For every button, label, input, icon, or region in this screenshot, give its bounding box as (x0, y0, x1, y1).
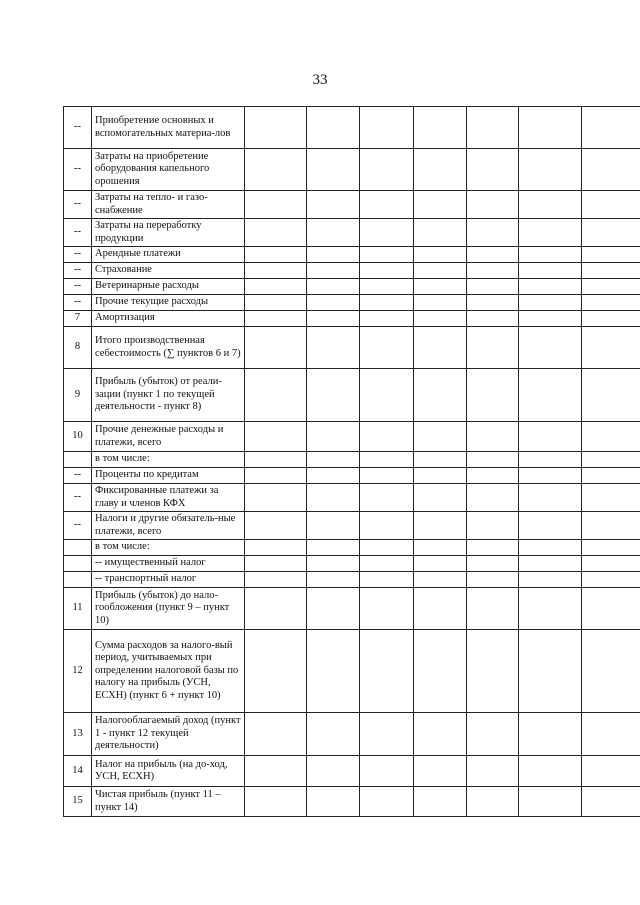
value-cell (307, 468, 360, 484)
row-number: -- (64, 468, 92, 484)
table-row (64, 295, 640, 311)
value-cell (519, 279, 582, 295)
value-cell (582, 422, 640, 452)
value-cell (414, 279, 467, 295)
value-cell (519, 452, 582, 468)
row-number: 11 (64, 588, 92, 630)
value-cell (245, 540, 307, 556)
value-cell (519, 572, 582, 588)
row-label: Прибыль (убыток) от реали-зации (пункт 1 по текущей деятельности - пункт 8) (92, 369, 245, 422)
row-number: -- (64, 219, 92, 247)
value-cell (360, 556, 414, 572)
value-cell (414, 295, 467, 311)
value-cell (519, 263, 582, 279)
value-cell (307, 107, 360, 149)
value-cell (519, 191, 582, 219)
value-cell (360, 191, 414, 219)
value-cell (519, 540, 582, 556)
value-cell (414, 540, 467, 556)
value-cell (245, 247, 307, 263)
row-label: Фиксированные платежи за главу и членов КФХ (92, 484, 245, 512)
row-number: -- (64, 191, 92, 219)
value-cell (519, 107, 582, 149)
value-cell (360, 422, 414, 452)
row-label: Страхование (92, 263, 245, 279)
value-cell (582, 556, 640, 572)
value-cell (307, 422, 360, 452)
value-cell (414, 422, 467, 452)
value-cell (582, 149, 640, 191)
table-row (64, 149, 640, 191)
value-cell (307, 512, 360, 540)
value-cell (414, 556, 467, 572)
row-label: Налог на прибыль (на до-ход, УСН, ЕСХН) (92, 756, 245, 787)
value-cell (307, 295, 360, 311)
value-cell (245, 369, 307, 422)
row-label: Затраты на приобретение оборудования капельного орошения (92, 149, 245, 191)
value-cell (467, 540, 519, 556)
value-cell (360, 263, 414, 279)
value-cell (360, 512, 414, 540)
value-cell (414, 191, 467, 219)
value-cell (245, 512, 307, 540)
table-row (64, 484, 640, 512)
value-cell (467, 588, 519, 630)
value-cell (360, 713, 414, 756)
value-cell (582, 452, 640, 468)
row-label: Налоги и другие обязатель-ные платежи, всего (92, 512, 245, 540)
value-cell (519, 756, 582, 787)
table-row (64, 468, 640, 484)
row-label: Амортизация (92, 311, 245, 327)
row-label: Чистая прибыль (пункт 11 – пункт 14) (92, 787, 245, 817)
value-cell (519, 422, 582, 452)
value-cell (360, 630, 414, 713)
value-cell (360, 468, 414, 484)
value-cell (467, 191, 519, 219)
value-cell (582, 540, 640, 556)
value-cell (414, 327, 467, 369)
value-cell (307, 588, 360, 630)
value-cell (245, 263, 307, 279)
value-cell (414, 484, 467, 512)
row-label: Прочие текущие расходы (92, 295, 245, 311)
value-cell (307, 540, 360, 556)
table-row (64, 756, 640, 787)
row-number: -- (64, 295, 92, 311)
table-row (64, 191, 640, 219)
value-cell (360, 327, 414, 369)
value-cell (467, 247, 519, 263)
value-cell (519, 369, 582, 422)
value-cell (360, 219, 414, 247)
value-cell (414, 247, 467, 263)
value-cell (467, 713, 519, 756)
value-cell (467, 107, 519, 149)
row-number: -- (64, 107, 92, 149)
value-cell (360, 369, 414, 422)
row-number (64, 572, 92, 588)
row-number: 12 (64, 630, 92, 713)
row-label: Ветеринарные расходы (92, 279, 245, 295)
row-number (64, 556, 92, 572)
table-row (64, 311, 640, 327)
row-number: 15 (64, 787, 92, 817)
value-cell (245, 191, 307, 219)
row-label: Прибыль (убыток) до нало-гообложения (пункт 9 – пункт 10) (92, 588, 245, 630)
value-cell (245, 556, 307, 572)
value-cell (245, 787, 307, 817)
value-cell (414, 452, 467, 468)
value-cell (360, 295, 414, 311)
value-cell (307, 191, 360, 219)
value-cell (414, 263, 467, 279)
value-cell (582, 756, 640, 787)
row-number: 7 (64, 311, 92, 327)
value-cell (582, 369, 640, 422)
value-cell (519, 713, 582, 756)
table-row (64, 512, 640, 540)
table-row (64, 422, 640, 452)
value-cell (414, 787, 467, 817)
value-cell (467, 556, 519, 572)
value-cell (582, 327, 640, 369)
value-cell (467, 787, 519, 817)
value-cell (414, 369, 467, 422)
value-cell (307, 369, 360, 422)
value-cell (360, 452, 414, 468)
row-label: Арендные платежи (92, 247, 245, 263)
value-cell (245, 713, 307, 756)
value-cell (582, 247, 640, 263)
row-label: Итого производственная себестоимость (∑ пунктов 6 и 7) (92, 327, 245, 369)
value-cell (360, 311, 414, 327)
value-cell (519, 468, 582, 484)
value-cell (519, 512, 582, 540)
value-cell (467, 468, 519, 484)
table-row (64, 327, 640, 369)
row-label: -- транспортный налог (92, 572, 245, 588)
value-cell (307, 630, 360, 713)
table-row (64, 107, 640, 149)
row-number: -- (64, 279, 92, 295)
value-cell (307, 572, 360, 588)
value-cell (307, 327, 360, 369)
value-cell (360, 107, 414, 149)
row-number: 13 (64, 713, 92, 756)
row-label: в том числе: (92, 452, 245, 468)
table-row (64, 263, 640, 279)
value-cell (467, 279, 519, 295)
row-number: 10 (64, 422, 92, 452)
row-label: в том числе: (92, 540, 245, 556)
table-row (64, 369, 640, 422)
value-cell (582, 588, 640, 630)
value-cell (414, 107, 467, 149)
value-cell (307, 311, 360, 327)
value-cell (360, 756, 414, 787)
value-cell (360, 588, 414, 630)
value-cell (360, 572, 414, 588)
value-cell (582, 191, 640, 219)
value-cell (467, 630, 519, 713)
value-cell (582, 311, 640, 327)
table-row (64, 787, 640, 817)
value-cell (360, 484, 414, 512)
value-cell (519, 588, 582, 630)
table-row (64, 556, 640, 572)
value-cell (360, 149, 414, 191)
table-row (64, 540, 640, 556)
table-row (64, 279, 640, 295)
row-number: 14 (64, 756, 92, 787)
row-number (64, 452, 92, 468)
table-row (64, 572, 640, 588)
row-label: Налогооблагаемый доход (пункт 1 - пункт 12 текущей деятельности) (92, 713, 245, 756)
value-cell (467, 422, 519, 452)
value-cell (467, 219, 519, 247)
table-row (64, 588, 640, 630)
value-cell (519, 484, 582, 512)
value-cell (519, 219, 582, 247)
value-cell (307, 756, 360, 787)
value-cell (414, 588, 467, 630)
value-cell (519, 311, 582, 327)
value-cell (307, 279, 360, 295)
row-number: -- (64, 247, 92, 263)
value-cell (414, 630, 467, 713)
row-label: Сумма расходов за налого-вый период, учитываемых при определении налоговой базы по налогу на прибыль (УСН, ЕСХН) (пункт 6 + пункт 10) (92, 630, 245, 713)
value-cell (519, 556, 582, 572)
value-cell (245, 327, 307, 369)
value-cell (467, 327, 519, 369)
value-cell (467, 572, 519, 588)
value-cell (307, 713, 360, 756)
value-cell (414, 756, 467, 787)
row-number: -- (64, 149, 92, 191)
row-number: -- (64, 484, 92, 512)
value-cell (582, 484, 640, 512)
row-label: Проценты по кредитам (92, 468, 245, 484)
value-cell (582, 279, 640, 295)
row-label: Затраты на тепло- и газо-снабжение (92, 191, 245, 219)
value-cell (414, 713, 467, 756)
value-cell (360, 279, 414, 295)
value-cell (582, 630, 640, 713)
value-cell (519, 630, 582, 713)
value-cell (467, 756, 519, 787)
table-row (64, 452, 640, 468)
row-label: -- имущественный налог (92, 556, 245, 572)
value-cell (245, 756, 307, 787)
value-cell (245, 572, 307, 588)
value-cell (582, 219, 640, 247)
value-cell (582, 263, 640, 279)
value-cell (467, 149, 519, 191)
value-cell (467, 263, 519, 279)
value-cell (245, 279, 307, 295)
value-cell (307, 219, 360, 247)
value-cell (414, 149, 467, 191)
value-cell (245, 219, 307, 247)
value-cell (519, 787, 582, 817)
value-cell (582, 295, 640, 311)
value-cell (245, 311, 307, 327)
table-row (64, 219, 640, 247)
table-row (64, 713, 640, 756)
value-cell (519, 295, 582, 311)
row-number: -- (64, 263, 92, 279)
value-cell (414, 311, 467, 327)
value-cell (467, 484, 519, 512)
value-cell (467, 512, 519, 540)
value-cell (245, 630, 307, 713)
value-cell (245, 149, 307, 191)
value-cell (307, 556, 360, 572)
value-cell (245, 588, 307, 630)
financial-report-table (63, 106, 640, 817)
value-cell (307, 263, 360, 279)
row-number: 8 (64, 327, 92, 369)
row-label: Прочие денежные расходы и платежи, всего (92, 422, 245, 452)
value-cell (245, 484, 307, 512)
value-cell (307, 452, 360, 468)
value-cell (582, 512, 640, 540)
value-cell (360, 787, 414, 817)
value-cell (245, 468, 307, 484)
row-label: Затраты на переработку продукции (92, 219, 245, 247)
page-number: 33 (312, 72, 328, 88)
value-cell (519, 149, 582, 191)
value-cell (307, 149, 360, 191)
row-number (64, 540, 92, 556)
row-number: -- (64, 512, 92, 540)
value-cell (245, 452, 307, 468)
value-cell (582, 107, 640, 149)
row-label: Приобретение основных и вспомогательных материа-лов (92, 107, 245, 149)
value-cell (519, 327, 582, 369)
value-cell (307, 787, 360, 817)
value-cell (307, 484, 360, 512)
value-cell (245, 295, 307, 311)
value-cell (245, 422, 307, 452)
value-cell (467, 452, 519, 468)
value-cell (582, 787, 640, 817)
row-number: 9 (64, 369, 92, 422)
value-cell (467, 311, 519, 327)
value-cell (414, 572, 467, 588)
table-row (64, 630, 640, 713)
value-cell (519, 247, 582, 263)
value-cell (360, 540, 414, 556)
value-cell (360, 247, 414, 263)
value-cell (414, 219, 467, 247)
value-cell (245, 107, 307, 149)
value-cell (467, 369, 519, 422)
value-cell (414, 512, 467, 540)
value-cell (582, 572, 640, 588)
value-cell (414, 468, 467, 484)
value-cell (467, 295, 519, 311)
value-cell (582, 468, 640, 484)
value-cell (307, 247, 360, 263)
value-cell (582, 713, 640, 756)
table-row (64, 247, 640, 263)
